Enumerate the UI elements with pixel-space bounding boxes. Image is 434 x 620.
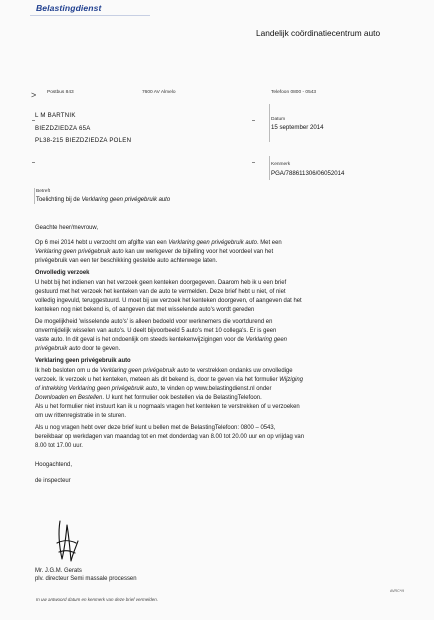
text-line bbox=[35, 327, 397, 336]
text-line bbox=[35, 433, 397, 442]
text-segment: U hebt bij het indienen van het verzoek geen kenteken doorgegeven. Daarom heb ik u een brief bbox=[35, 280, 287, 286]
paragraph-incomplete bbox=[35, 279, 397, 315]
text-line bbox=[35, 385, 397, 394]
text-line bbox=[35, 345, 397, 354]
text-line bbox=[35, 288, 397, 297]
text-segment: Als u nog vragen hebt over deze brief kunt u bellen met de BelastingTelefoon: 0800 – 0543, bbox=[35, 425, 276, 431]
betreft-italic: Verklaring geen privégebruik auto bbox=[81, 197, 171, 203]
signer-name: Mr. J.G.M. Gerats bbox=[35, 568, 82, 574]
paragraph-request bbox=[35, 239, 397, 266]
paragraph-declaration bbox=[35, 367, 397, 422]
text-segment: . Met een bbox=[256, 240, 282, 246]
datum-value: 15 september 2014 bbox=[271, 124, 324, 131]
sender-postbus: Postbus 843 bbox=[47, 90, 74, 95]
betreft-label: Betreft bbox=[36, 189, 51, 194]
text-line bbox=[35, 318, 397, 327]
text-line bbox=[35, 336, 397, 345]
text-line bbox=[35, 297, 397, 306]
heading-declaration: Verklaring geen privégebruik auto bbox=[35, 358, 131, 364]
text-segment: De mogelijkheid 'wisselende auto's' is alleen bedoeld voor werknemers die voortdurend en bbox=[35, 319, 273, 325]
text-segment: kenteken nog niet bekend is, of aangeven dat met wisselende auto's wordt gereden bbox=[35, 307, 255, 314]
italic-text: Wijziging bbox=[279, 377, 303, 384]
text-line bbox=[35, 239, 397, 248]
text-line bbox=[35, 248, 397, 257]
kenmerk-label: Kenmerk bbox=[271, 162, 291, 167]
text-line bbox=[35, 412, 397, 421]
footer-note: In uw antwoord datum en kenmerk van deze brief vermelden. bbox=[36, 597, 159, 602]
text-segment: privégebruik van een ter beschikking gestelde auto achterwege laten. bbox=[35, 258, 218, 265]
text-line bbox=[35, 279, 397, 288]
text-line bbox=[35, 394, 397, 403]
text-segment: door te geven. bbox=[80, 346, 121, 353]
document-code: AVRC*/9 bbox=[390, 589, 405, 593]
signoff: de inspecteur bbox=[35, 478, 71, 484]
belastingdienst-logo: Belastingdienst bbox=[36, 3, 102, 13]
text-segment: , te vinden op www.belastingdienst.nl onder bbox=[157, 386, 272, 393]
text-segment: . U kunt het formulier ook bestellen via de BelastingTelefoon. bbox=[102, 395, 262, 402]
sender-phone: Telefoon 0800 - 0543 bbox=[271, 90, 317, 95]
text-segment: Als u het formulier niet instuurt kan ik u nogmaals vragen het kenteken te verstrekken of u verzoeken bbox=[35, 404, 300, 411]
paragraph-contact bbox=[35, 424, 397, 451]
text-line bbox=[35, 367, 397, 376]
text-segment: vaste auto. In dit geval is het ondoenlijk om steeds kentekenwijzigingen voor de bbox=[35, 337, 246, 344]
text-segment: 8.00 tot 17.00 uur. bbox=[35, 443, 83, 450]
italic-text: Verklaring geen privégebruik auto bbox=[100, 368, 189, 374]
handwritten-signature bbox=[54, 519, 82, 565]
text-segment: onvermijdelijk wisselen van auto's. U deelt bijvoorbeeld 5 auto's met 10 collega's. Er is geen bbox=[35, 328, 277, 335]
italic-text: Verklaring geen bbox=[245, 337, 287, 344]
letter-body bbox=[35, 0, 397, 620]
recipient-city: PL38-215 BIEZDZIEDZA POLEN bbox=[35, 137, 132, 144]
recipient-street: BIEZDZIEDZA 65A bbox=[35, 124, 91, 132]
text-segment: te verstrekken ondanks uw onvolledige bbox=[188, 368, 293, 374]
italic-text: Downloaden en Bestellen bbox=[35, 395, 103, 402]
return-address-arrow-icon: > bbox=[31, 90, 37, 100]
heading-incomplete: Onvolledig verzoek bbox=[35, 270, 90, 276]
closing: Hoogachtend, bbox=[35, 462, 72, 468]
datum-label: Datum bbox=[271, 117, 286, 122]
text-segment: Ik heb besloten om u de bbox=[35, 368, 101, 374]
text-line bbox=[35, 403, 397, 412]
signer-title: plv. directeur Semi massale processen bbox=[35, 576, 137, 582]
department-name: Landelijk coördinatiecentrum auto bbox=[256, 28, 381, 38]
text-segment: kan uw werkgever de bijtelling voor het voordeel van het bbox=[123, 249, 274, 256]
text-line bbox=[35, 442, 397, 451]
text-segment: Op 6 mei 2014 hebt u verzocht om afgifte van een bbox=[35, 240, 169, 246]
text-line bbox=[35, 257, 397, 266]
text-segment: gestuurd met het verzoek het kenteken van de auto te vermelden. Deze brief hebt u niet, of niet bbox=[35, 289, 286, 296]
text-segment: volledig ingevuld, teruggestuurd. U moet bij uw verzoek het kenteken doorgeven, of aangeven dat het bbox=[35, 298, 302, 305]
text-line bbox=[35, 306, 397, 315]
betreft-prefix: Toelichting bij de bbox=[36, 197, 82, 203]
italic-text: privégebruik auto bbox=[35, 346, 81, 353]
paragraph-alternating bbox=[35, 318, 397, 354]
italic-text: of intrekking Verklaring geen privégebruik auto bbox=[35, 386, 158, 393]
text-segment: bereikbaar op werkdagen van maandag tot en met donderdag van 8.00 tot 20.00 uur en op vrijdag van bbox=[35, 434, 305, 441]
text-line bbox=[35, 376, 397, 385]
text-segment: verzoek. Ik verzoek u het kenteken, meteen als dit bekend is, door te geven via het formulier bbox=[35, 377, 280, 384]
italic-text: Verklaring geen privégebruik auto bbox=[168, 240, 257, 246]
text-line bbox=[35, 424, 397, 433]
sender-city: 7600 AV Almelo bbox=[142, 90, 176, 95]
salutation: Geachte heer/mevrouw, bbox=[35, 225, 99, 231]
italic-text: Verklaring geen privégebruik auto bbox=[35, 249, 124, 256]
text-segment: om uw rittenregistratie in te sturen. bbox=[35, 413, 127, 420]
kenmerk-value: PGA/788611306/06052014 bbox=[271, 170, 345, 177]
recipient-name: L M BARTNIK bbox=[35, 112, 76, 119]
